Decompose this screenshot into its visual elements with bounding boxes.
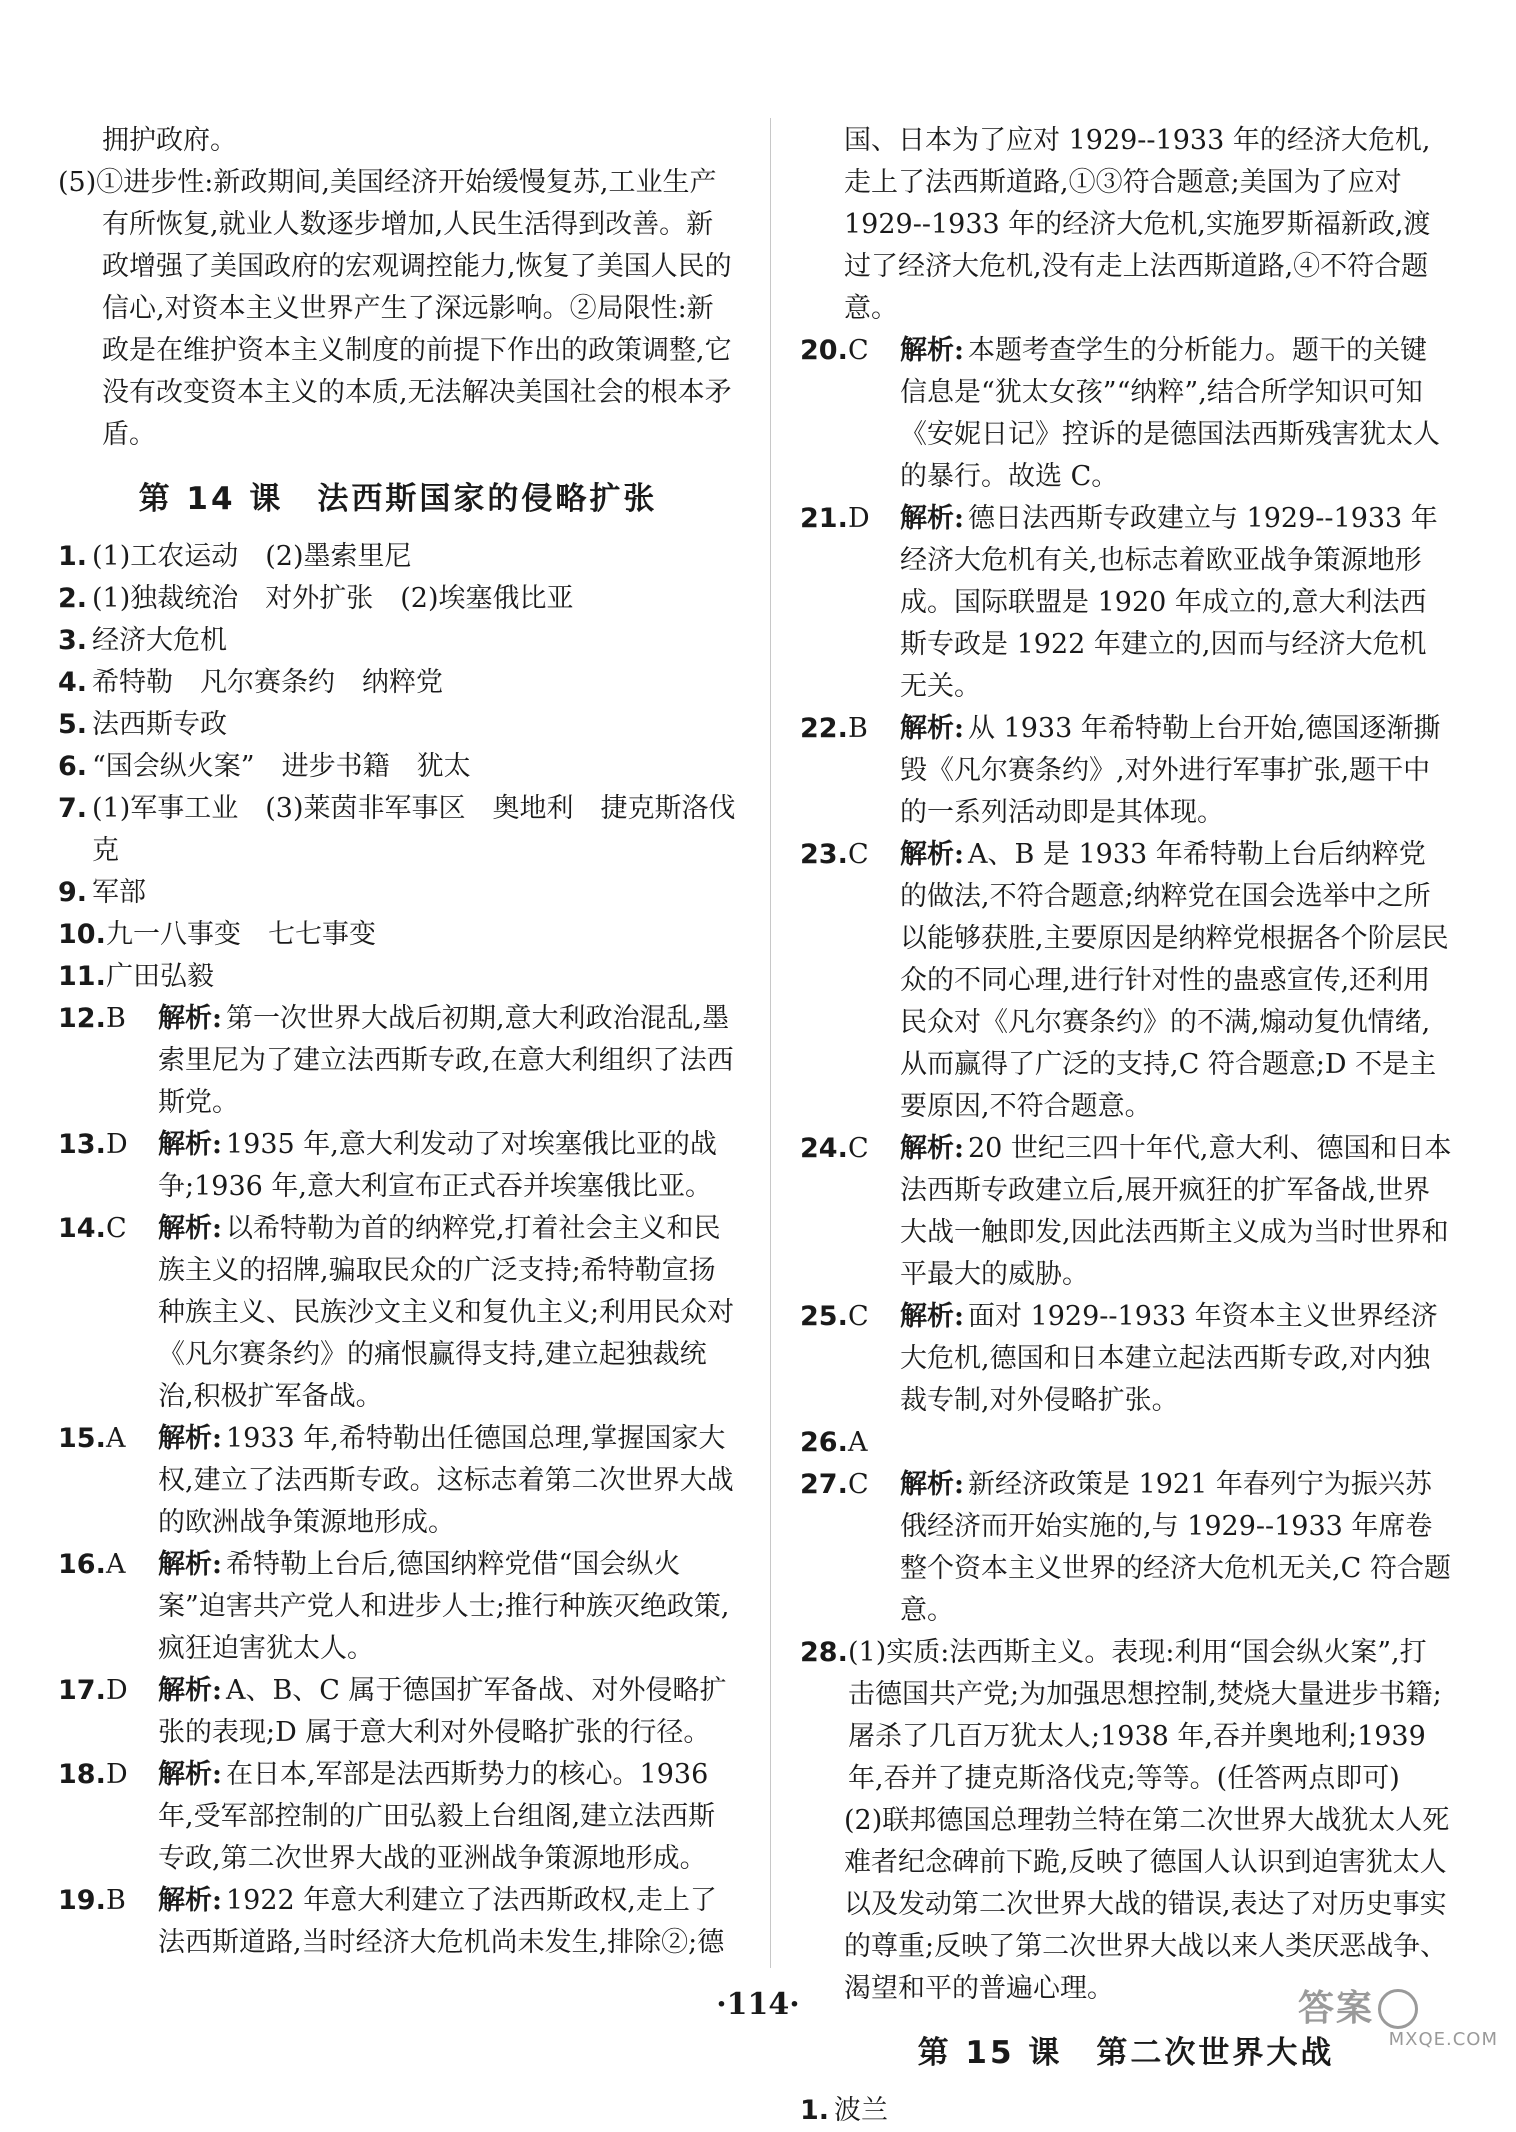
answer-item: 17. D 解析: A、B、C 属于德国扩军备战、对外侵略扩张的表现;D 属于意大利对外侵略扩张的行径。	[58, 1675, 727, 1748]
list-item: 1. 波兰	[800, 2095, 888, 2126]
answer-item: 22. B 解析: 从 1933 年希特勒上台开始,德国逐渐撕毁《凡尔赛条约》,对外进行军事扩张,题干中的一系列活动即是其体现。	[800, 713, 1441, 828]
watermark	[1298, 1989, 1498, 2051]
answer-item: 14. C 解析: 以希特勒为首的纳粹党,打着社会主义和民族主义的招牌,骗取民众的广泛支持;希特勒宣扬种族主义、民族沙文主义和复仇主义;利用民众对《凡尔赛条约》的痛恨赢得支持,建立起独裁统治,积极扩军备战。	[58, 1213, 735, 1412]
watermark-logo: 答案	[1298, 1989, 1498, 2029]
section-title-lesson-15: 第 15 课 第二次世界大战	[917, 2035, 1335, 2071]
list-item: 1. (1)工农运动 (2)墨索里尼	[58, 541, 412, 572]
right-column	[800, 120, 1452, 2132]
answer-item: 26. A	[800, 1427, 868, 1458]
list-item: 11. 广田弘毅	[58, 961, 214, 992]
list-item: 9. 军部	[58, 877, 146, 908]
answer-item: 24. C 解析: 20 世纪三四十年代,意大利、德国和日本法西斯专政建立后,展开疯狂的扩军备战,世界大战一触即发,因此法西斯主义成为当时世界和平最大的威胁。	[800, 1133, 1452, 1290]
list-item: 2. (1)独裁统治 对外扩张 (2)埃塞俄比亚	[58, 583, 574, 614]
answer-item: 16. A 解析: 希特勒上台后,德国纳粹党借“国会纵火案”迫害共产党人和进步人士;推行种族灭绝政策,疯狂迫害犹太人。	[58, 1549, 730, 1664]
watermark-url: MXQE.COM	[1388, 2029, 1498, 2050]
section-title-lesson-14: 第 14 课 法西斯国家的侵略扩张	[138, 481, 658, 517]
left-column	[58, 120, 738, 1964]
list-item: 4. 希特勒 凡尔赛条约 纳粹党	[58, 667, 443, 698]
intro-paragraph-5: (5)①进步性:新政期间,美国经济开始缓慢复苏,工业生产有所恢复,就业人数逐步增加,人民生活得到改善。新政增强了美国政府的宏观调控能力,恢复了美国人民的信心,对资本主义世界产生了深远影响。②局限性:新政是在维护资本主义制度的前提下作出的政策调整,它没有改变资本主义的本质,无法解决美国社会的根本矛盾。	[58, 167, 732, 450]
continued-text: 国、日本为了应对 1929--1933 年的经济大危机,走上了法西斯道路,①③符合题意;美国为了应对 1929--1933 年的经济大危机,实施罗斯福新政,渡过了经济大危机,没有走上法西斯道路,④不符合题意。	[844, 125, 1431, 324]
list-item: 7. (1)军事工业 (3)莱茵非军事区 奥地利 捷克斯洛伐克	[58, 793, 736, 866]
answer-item: 28. (1)实质:法西斯主义。表现:利用“国会纵火案”,打击德国共产党;为加强思想控制,焚烧大量进步书籍;屠杀了几百万犹太人;1938 年,吞并奥地利;1939 年,吞并了捷克斯洛伐克;等等。(任答两点即可)	[800, 1637, 1442, 1794]
answer-item: 19. B 解析: 1922 年意大利建立了法西斯政权,走上了法西斯道路,当时经济大危机尚未发生,排除②;德	[58, 1885, 725, 1958]
column-divider	[770, 118, 771, 1968]
page-number: ·114·	[716, 1987, 800, 2022]
answer-item: 13. D 解析: 1935 年,意大利发动了对埃塞俄比亚的战争;1936 年,意大利宣布正式吞并埃塞俄比亚。	[58, 1129, 717, 1202]
answer-item: 20. C 解析: 本题考查学生的分析能力。题干的关键信息是“犹太女孩”“纳粹”,结合所学知识可知《安妮日记》控诉的是德国法西斯残害犹太人的暴行。故选 C。	[800, 335, 1440, 492]
answer-item: 25. C 解析: 面对 1929--1933 年资本主义世界经济大危机,德国和日本建立起法西斯专政,对内独裁专制,对外侵略扩张。	[800, 1301, 1438, 1416]
list-item: 5. 法西斯专政	[58, 709, 227, 740]
answer-item: 23. C 解析: A、B 是 1933 年希特勒上台后纳粹党的做法,不符合题意;纳粹党在国会选举中之所以能够获胜,主要原因是纳粹党根据各个阶层民众的不同心理,进行针对性的蛊惑宣传,还利用民众对《凡尔赛条约》的不满,煽动复仇情绪,从而赢得了广泛的支持,C 符合题意;D 不是主要原因,不符合题意。	[800, 839, 1449, 1122]
watermark-circle-icon	[1378, 1989, 1418, 2029]
answer-item: 12. B 解析: 第一次世界大战后初期,意大利政治混乱,墨索里尼为了建立法西斯专政,在意大利组织了法西斯党。	[58, 1003, 734, 1118]
list-item: 6. “国会纵火案” 进步书籍 犹太	[58, 751, 471, 782]
list-item: 10. 九一八事变 七七事变	[58, 919, 376, 950]
answer-item: 18. D 解析: 在日本,军部是法西斯势力的核心。1936 年,受军部控制的广田弘毅上台组阁,建立法西斯专政,第二次世界大战的亚洲战争策源地形成。	[58, 1759, 716, 1874]
intro-line-1: 拥护政府。	[102, 125, 237, 156]
list-item: 3. 经济大危机	[58, 625, 227, 656]
answer-item: 15. A 解析: 1933 年,希特勒出任德国总理,掌握国家大权,建立了法西斯专政。这标志着第二次世界大战的欧洲战争策源地形成。	[58, 1423, 734, 1538]
answer-item: 27. C 解析: 新经济政策是 1921 年春列宁为振兴苏俄经济而开始实施的,与 1929--1933 年席卷整个资本主义世界的经济大危机无关,C 符合题意。	[800, 1469, 1451, 1626]
answer-item: 21. D 解析: 德日法西斯专政建立与 1929--1933 年经济大危机有关,也标志着欧亚战争策源地形成。国际联盟是 1920 年成立的,意大利法西斯专政是 1922 年建立的,因而与经济大危机无关。	[800, 503, 1438, 702]
answer-28-part-2: (2)联邦德国总理勃兰特在第二次世界大战犹太人死难者纪念碑前下跪,反映了德国人认识到迫害犹太人以及发动第二次世界大战的错误,表达了对历史事实的尊重;反映了第二次世界大战以来人类厌恶战争、渴望和平的普遍心理。	[844, 1805, 1450, 2004]
